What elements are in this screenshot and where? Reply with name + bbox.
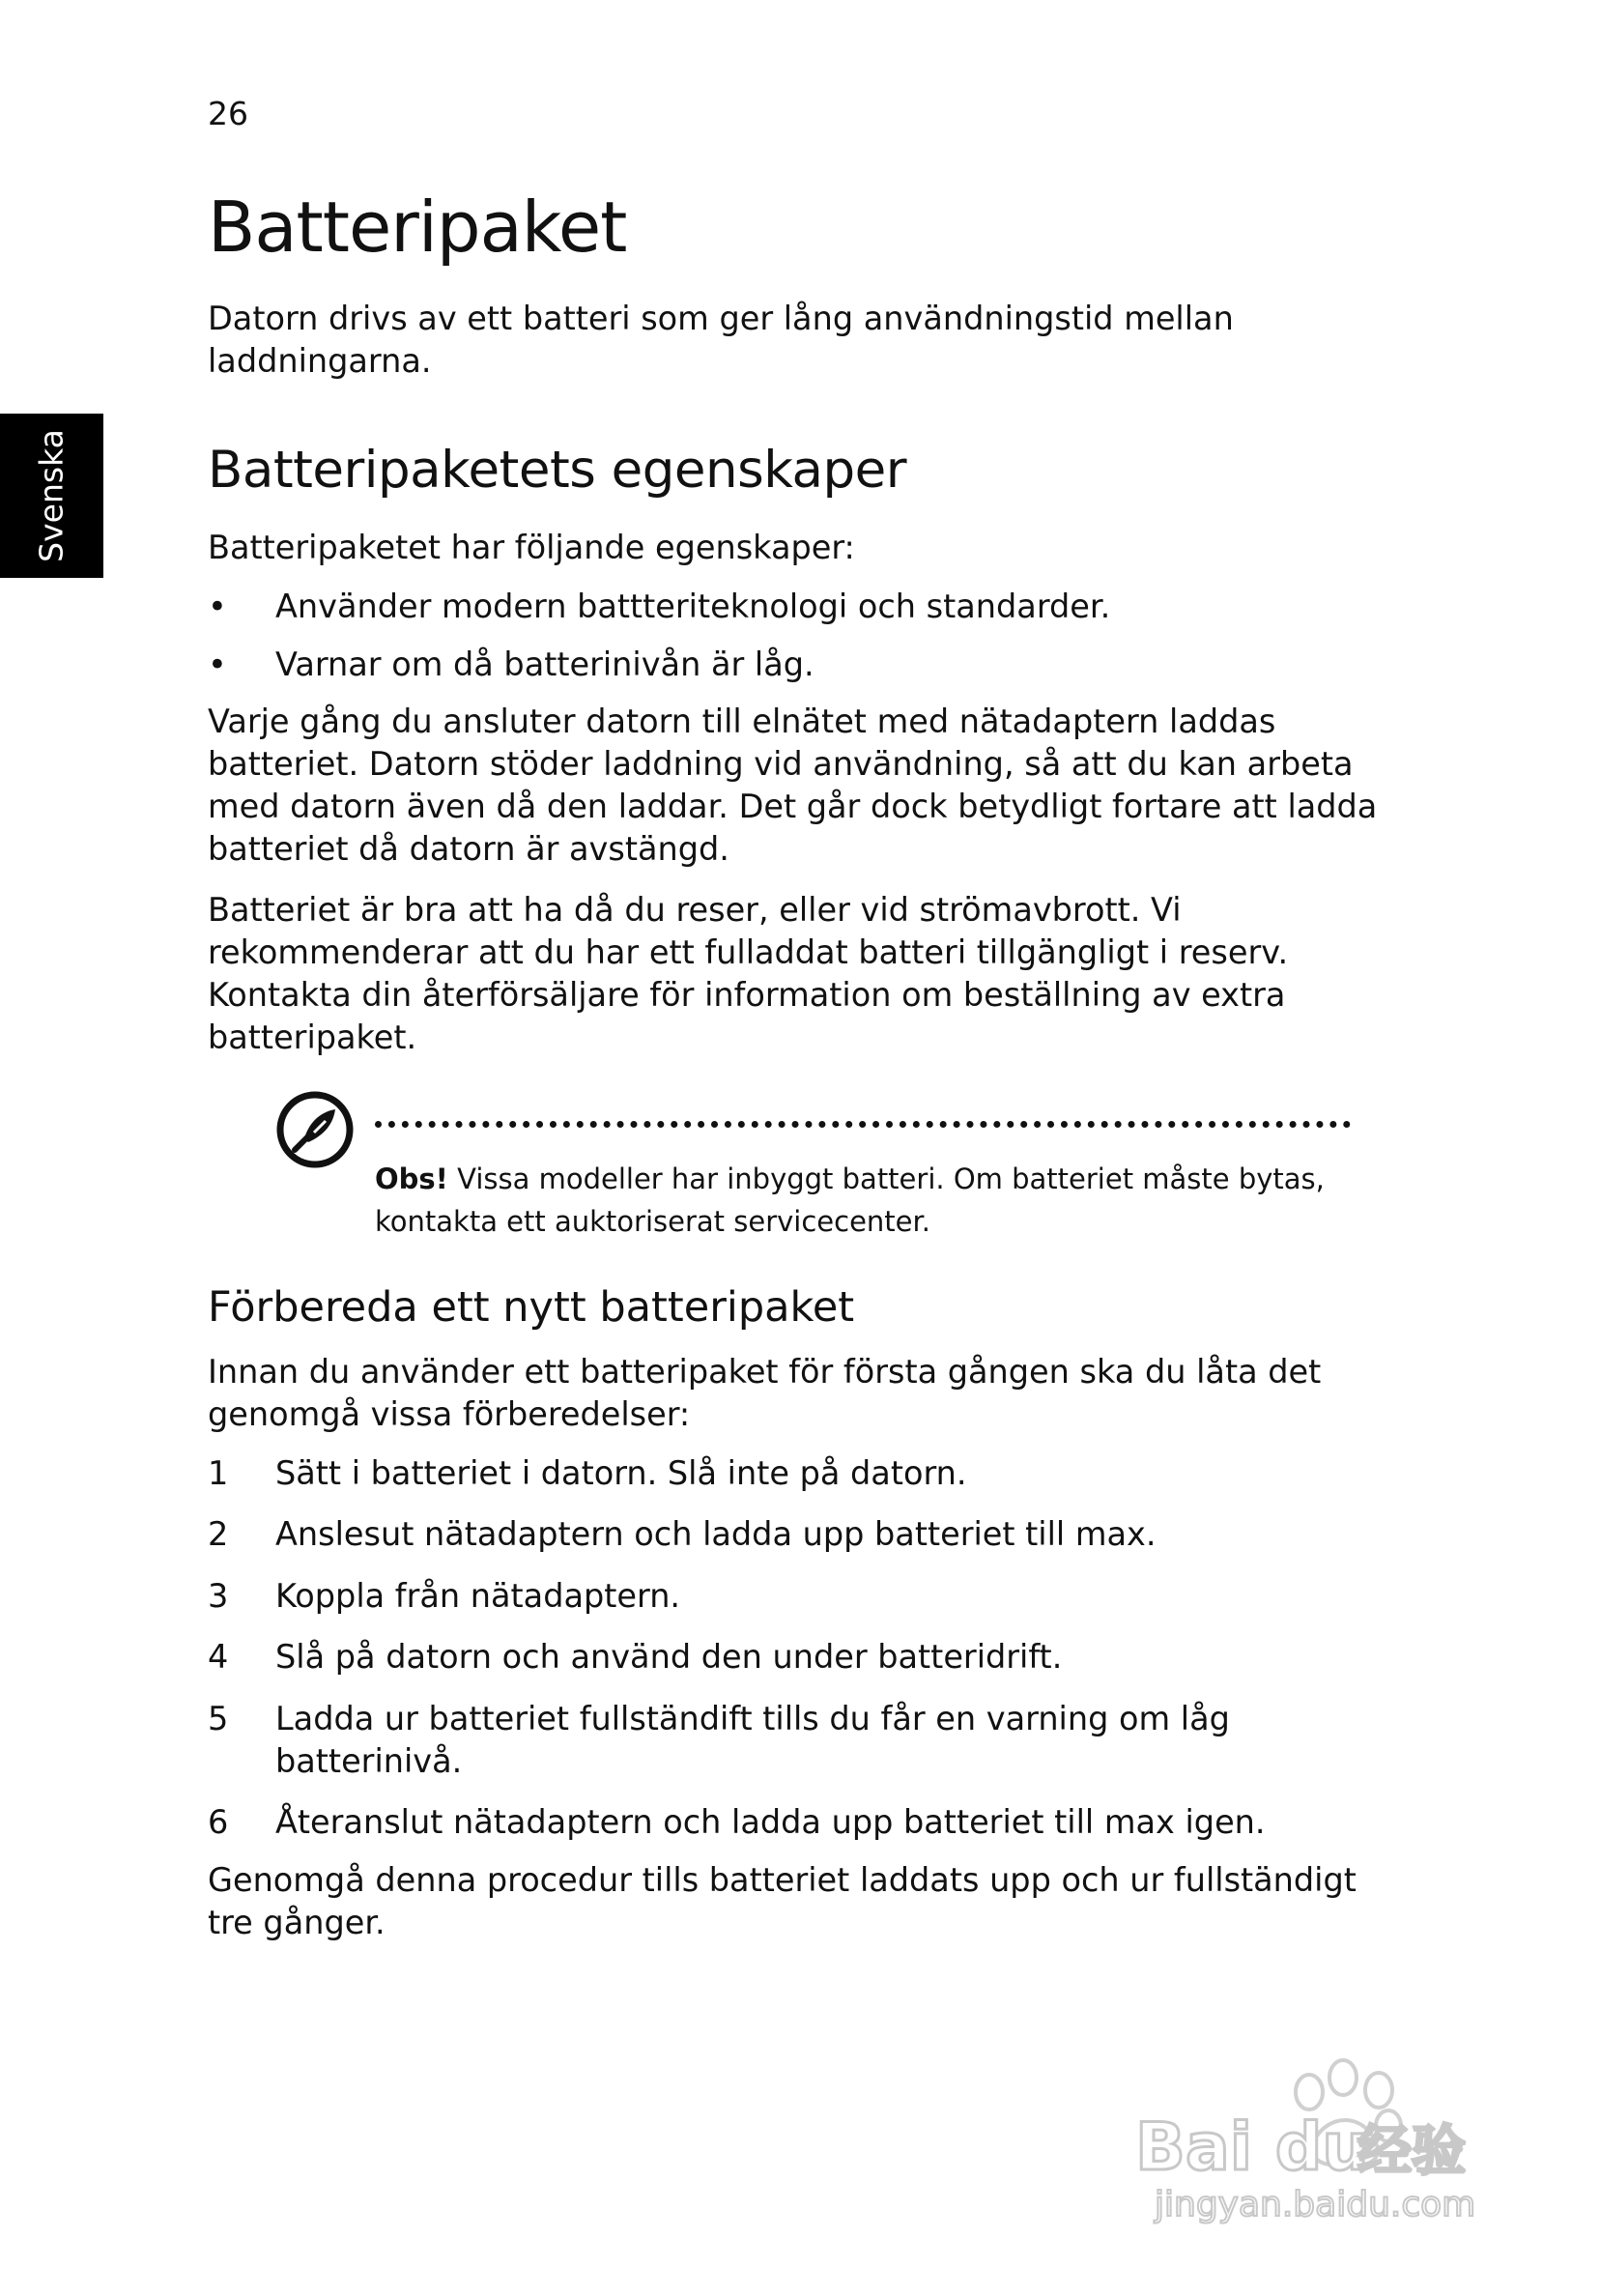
step-text: Återanslut nätadaptern och ladda upp batteriet till max igen. (275, 1803, 1266, 1841)
note-label: Obs! (375, 1162, 448, 1195)
section-paragraph-1: Varje gång du ansluter datorn till elnätet med nätadaptern laddas batteriet. Datorn stöder laddning vid användning, så att du kan arbeta med datorn även då den laddar. Det går dock betydligt fortare att ladda batteriet då datorn är avstängd. (208, 703, 1378, 868)
subsection-lead: Innan du använder ett batteripaket för första gången ska du låta det genomgå vissa förberedelser: (208, 1353, 1322, 1433)
step-text: Anslesut nätadaptern och ladda upp batteriet till max. (275, 1515, 1157, 1553)
page-title: Batteripaket (208, 187, 627, 268)
note-body: Vissa modeller har inbyggt batteri. Om batteriet måste bytas, kontakta ett auktoriserat servicecenter. (375, 1162, 1325, 1238)
section-lead: Batteripaketet har följande egenskaper: (208, 529, 855, 566)
step-number: 1 (208, 1454, 229, 1492)
baidu-watermark (1126, 2024, 1512, 2227)
step-text: Sätt i batteriet i datorn. Slå inte på datorn. (275, 1454, 967, 1492)
step-text: Koppla från nätadaptern. (275, 1577, 681, 1615)
step-number: 4 (208, 1638, 229, 1676)
step-text: Slå på datorn och använd den under batteridrift. (275, 1638, 1063, 1676)
step-number: 3 (208, 1577, 229, 1615)
bullet-marker: • (208, 588, 227, 625)
step-number: 6 (208, 1803, 229, 1841)
bullet-item: Använder modern battteriteknologi och standarder. (275, 588, 1111, 625)
section-paragraph-2: Batteriet är bra att ha då du reser, eller vid strömavbrott. Vi rekommenderar att du har ett fulladdat batteri tillgängligt i reserv. Kontakta din återförsäljare för information om beställning av extra batteripaket. (208, 891, 1289, 1056)
note-pen-icon (275, 1090, 355, 1169)
page-number: 26 (208, 95, 248, 132)
step-number: 5 (208, 1700, 229, 1737)
watermark-url: jingyan.baidu.com (1155, 2185, 1476, 2224)
bullet-marker: • (208, 646, 227, 683)
watermark-brand: Bai du (1135, 2109, 1369, 2186)
section-heading: Batteripaketets egenskaper (208, 441, 907, 500)
note-text (375, 1158, 1341, 1243)
side-tab-label: Svenska (32, 429, 71, 562)
subsection-closing: Genomgå denna procedur tills batteriet laddats upp och ur fullständigt tre gånger. (208, 1861, 1357, 1941)
intro-paragraph: Datorn drivs av ett batteri som ger lång användningstid mellan laddningarna. (208, 300, 1234, 380)
watermark-chinese: 经验 (1357, 2120, 1466, 2183)
subsection-heading: Förbereda ett nytt batteripaket (208, 1283, 855, 1332)
step-text: Ladda ur batteriet fullständift tills du får en varning om låg batterinivå. (275, 1700, 1230, 1780)
step-number: 2 (208, 1515, 229, 1553)
language-side-tab (0, 414, 103, 578)
bullet-item: Varnar om då batterinivån är låg. (275, 646, 814, 683)
note-divider (375, 1121, 1351, 1128)
